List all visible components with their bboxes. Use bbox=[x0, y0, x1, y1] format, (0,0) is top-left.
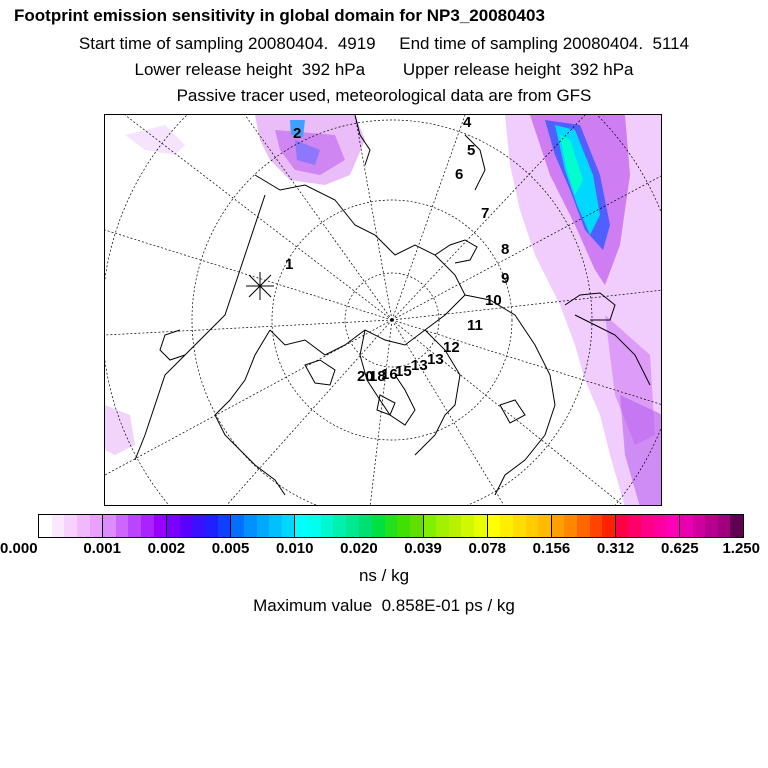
color-scale-swatch bbox=[308, 515, 321, 537]
color-scale-swatch bbox=[257, 515, 270, 537]
emission-plume-north bbox=[255, 115, 365, 185]
trajectory-label: 8 bbox=[501, 241, 510, 258]
trajectory-label: 7 bbox=[481, 205, 490, 222]
trajectory-label: 9 bbox=[501, 270, 510, 287]
color-scale-swatch bbox=[590, 515, 603, 537]
trajectory-label: 13 bbox=[427, 351, 444, 368]
color-scale-swatch bbox=[192, 515, 205, 537]
color-scale-swatch bbox=[205, 515, 218, 537]
color-scale-swatch bbox=[461, 515, 474, 537]
color-scale-swatch bbox=[295, 515, 308, 537]
color-scale-swatch bbox=[538, 515, 551, 537]
color-scale-tick-label: 0.020 bbox=[340, 540, 378, 557]
color-scale-swatch bbox=[730, 515, 743, 537]
color-scale-segment bbox=[680, 515, 743, 537]
color-scale-swatch bbox=[500, 515, 513, 537]
color-scale-swatch bbox=[52, 515, 65, 537]
color-scale-swatch bbox=[552, 515, 565, 537]
trajectory-label: 5 bbox=[467, 142, 476, 159]
color-scale-tick-label: 0.010 bbox=[275, 540, 314, 557]
color-scale-swatch bbox=[705, 515, 718, 537]
color-scale-swatch bbox=[154, 515, 167, 537]
emission-plume-west bbox=[105, 125, 185, 455]
color-scale-swatch bbox=[39, 515, 52, 537]
color-scale-swatch bbox=[385, 515, 398, 537]
color-scale-swatch bbox=[436, 515, 449, 537]
color-scale-swatch bbox=[488, 515, 501, 537]
color-scale-swatch bbox=[180, 515, 193, 537]
color-scale-tick-label: 0.039 bbox=[404, 540, 442, 557]
color-scale-tick-label: 0.312 bbox=[596, 540, 635, 557]
color-scale-segment bbox=[39, 515, 103, 537]
color-scale-tick-label: 1.250 bbox=[722, 540, 760, 557]
color-scale-segment bbox=[167, 515, 231, 537]
color-scale-swatch bbox=[616, 515, 629, 537]
color-scale-segment bbox=[552, 515, 616, 537]
polar-map-canvas bbox=[105, 115, 662, 506]
color-scale-swatch bbox=[141, 515, 154, 537]
color-scale-swatch bbox=[269, 515, 282, 537]
color-scale-swatch bbox=[333, 515, 346, 537]
color-scale-swatch bbox=[654, 515, 667, 537]
trajectory-label: 10 bbox=[485, 292, 502, 309]
color-scale-swatch bbox=[167, 515, 180, 537]
color-scale-tick-label: 0.000 bbox=[0, 540, 38, 557]
color-scale-segment bbox=[231, 515, 295, 537]
color-scale-swatch bbox=[410, 515, 423, 537]
footprint-map bbox=[104, 114, 662, 506]
color-scale-swatch bbox=[424, 515, 437, 537]
color-scale-swatch bbox=[282, 515, 295, 537]
color-scale-swatch bbox=[718, 515, 731, 537]
trajectory-label: 2 bbox=[293, 125, 302, 142]
color-scale-swatch bbox=[116, 515, 129, 537]
trajectory-label: 1 bbox=[285, 256, 294, 273]
color-scale-swatch bbox=[474, 515, 487, 537]
trajectory-label: 16 bbox=[381, 366, 398, 383]
trajectory-label: 11 bbox=[467, 317, 483, 334]
color-scale-segment bbox=[424, 515, 488, 537]
color-scale-swatch bbox=[346, 515, 359, 537]
color-scale-swatch bbox=[321, 515, 334, 537]
map-title: Footprint emission sensitivity in global domain for NP3_20080403 bbox=[14, 6, 545, 25]
trajectory-label: 6 bbox=[455, 166, 464, 183]
color-scale-swatch bbox=[218, 515, 231, 537]
color-scale-swatch bbox=[628, 515, 641, 537]
color-scale-tick-label: 0.005 bbox=[211, 540, 250, 557]
color-scale-swatch bbox=[602, 515, 615, 537]
color-scale-swatch bbox=[513, 515, 526, 537]
color-scale-tick-label: 0.156 bbox=[532, 540, 571, 557]
color-scale-swatch bbox=[244, 515, 257, 537]
color-scale-swatch bbox=[359, 515, 372, 537]
color-scale-unit: ns / kg bbox=[358, 566, 410, 585]
color-scale-swatch bbox=[397, 515, 410, 537]
color-scale-swatch bbox=[641, 515, 654, 537]
color-scale-swatch bbox=[77, 515, 90, 537]
color-scale-swatch bbox=[693, 515, 706, 537]
trajectory-label: 20 bbox=[357, 368, 374, 385]
trajectory-label: 15 bbox=[395, 363, 412, 380]
color-scale-tick-label: 0.625 bbox=[661, 540, 699, 557]
release-heights: Lower release height 392 hPa Upper release height 392 hPa bbox=[134, 60, 634, 79]
tracer-info: Passive tracer used, meteorological data are from GFS bbox=[176, 86, 592, 105]
color-scale-swatch bbox=[449, 515, 462, 537]
trajectory-label: 12 bbox=[443, 339, 460, 356]
color-scale-swatch bbox=[372, 515, 385, 537]
color-scale-swatch bbox=[666, 515, 679, 537]
color-scale-swatch bbox=[526, 515, 539, 537]
color-scale-segment bbox=[616, 515, 680, 537]
color-scale-swatch bbox=[231, 515, 244, 537]
color-scale-swatch bbox=[680, 515, 693, 537]
color-scale-swatch bbox=[128, 515, 141, 537]
color-scale-tick-label: 0.078 bbox=[468, 540, 507, 557]
color-scale-swatch bbox=[103, 515, 116, 537]
trajectory-label: 18 bbox=[369, 368, 386, 385]
color-scale-tick-label: 0.002 bbox=[147, 540, 186, 557]
release-site-marker bbox=[246, 272, 274, 300]
sampling-times: Start time of sampling 20080404. 4919 End time of sampling 20080404. 5114 bbox=[78, 34, 690, 53]
trajectory-label: 4 bbox=[463, 115, 472, 131]
color-scale-segment bbox=[359, 515, 423, 537]
color-scale-swatch bbox=[90, 515, 103, 537]
color-scale-segment bbox=[295, 515, 359, 537]
color-scale-swatch bbox=[64, 515, 77, 537]
color-scale-bar bbox=[38, 514, 744, 538]
color-scale-segment bbox=[488, 515, 552, 537]
color-scale-segment bbox=[103, 515, 167, 537]
maximum-value-label: Maximum value 0.858E-01 ps / kg bbox=[253, 596, 515, 615]
trajectory-label: 13 bbox=[411, 357, 428, 374]
color-scale-swatch bbox=[577, 515, 590, 537]
color-scale-tick-label: 0.001 bbox=[83, 540, 121, 557]
color-scale-swatch bbox=[564, 515, 577, 537]
